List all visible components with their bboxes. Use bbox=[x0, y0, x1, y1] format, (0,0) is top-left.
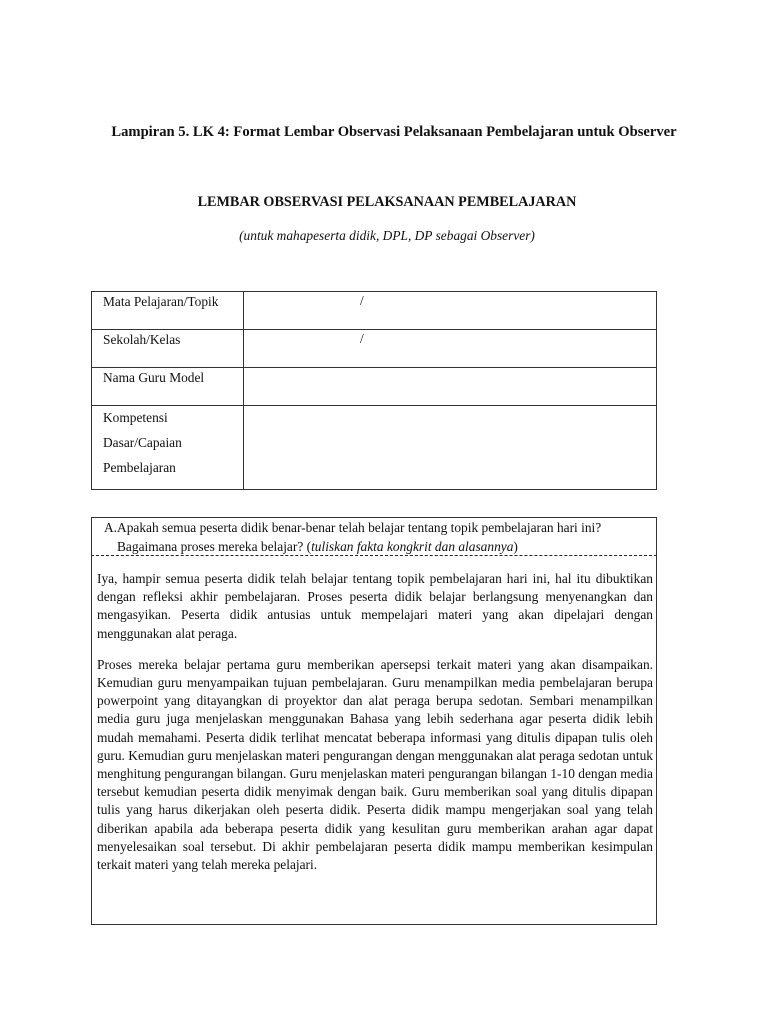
subject-topic-separator: / bbox=[360, 293, 364, 308]
table-row bbox=[92, 368, 657, 406]
answer-paragraph: Proses mereka belajar pertama guru memberikan apersepsi terkait materi yang akan disampaikan. Kemudian guru menyampaikan tujuan pembelajaran. Guru menampilkan media pembelajaran berupa powerpoint yang ditayangkan di proyektor dan alat peraga berupa sedotan. Sembari menampilkan media guru juga menjelaskan menggunakan Bahasa yang lebih sederhana agar peserta didik lebih mudah memahami. Peserta didik terlihat mencatat beberapa informasi yang ditulis dipapan tulis oleh guru. Kemudian guru menjelaskan materi pengurangan dengan menggunakan alat peraga sedotan untuk menghitung pengurangan bilangan. Guru menjelaskan materi pengurangan bilangan 1-10 dengan media tersebut kemudian peserta didik menyimak dengan baik. Guru memberikan soal yang ditulis dipapan tulis yang harus dikerjakan oleh peserta didik. Peserta didik mampu mengerjakan soal yang telah diberikan apabila ada beberapa peserta didik yang kesulitan guru memberikan arahan agar dapat menyelesaikan soal tersebut. Di akhir pembelajaran peserta didik mampu memberikan kesimpulan terkait materi yang telah mereka pelajari. bbox=[97, 656, 653, 873]
question-line-1: A.Apakah semua peserta didik benar-benar telah belajar tentang topik pembelajaran hari ini? bbox=[104, 520, 602, 535]
form-subtitle: (untuk mahapeserta didik, DPL, DP sebagai Observer) bbox=[239, 228, 535, 243]
table-row bbox=[92, 330, 657, 368]
model-teacher-value[interactable] bbox=[244, 368, 657, 406]
observation-answer[interactable] bbox=[97, 570, 653, 887]
question-line-2 bbox=[104, 537, 652, 556]
competency-label-line: Pembelajaran bbox=[103, 460, 176, 475]
table-row bbox=[92, 292, 657, 330]
answer-paragraph: Iya, hampir semua peserta didik telah belajar tentang topik pembelajaran hari ini, hal itu dibuktikan dengan refleksi akhir pembelajaran. Proses peserta didik belajar berlangsung menyenangkan dan mengasyikan. Peserta didik antusias untuk mempelajari materi yang akan dipelajari dengan menggunakan alat peraga. bbox=[97, 571, 653, 641]
appendix-title: Lampiran 5. LK 4: Format Lembar Observasi Pelaksanaan Pembelajaran untuk Observer bbox=[111, 124, 677, 140]
model-teacher-label: Nama Guru Model bbox=[92, 368, 244, 406]
subject-topic-label: Mata Pelajaran/Topik bbox=[92, 292, 244, 330]
form-title: LEMBAR OBSERVASI PELAKSANAAN PEMBELAJARAN bbox=[197, 194, 577, 210]
school-class-label: Sekolah/Kelas bbox=[92, 330, 244, 368]
table-row bbox=[92, 406, 657, 490]
question-line-2-prefix: Bagaimana proses mereka belajar? ( bbox=[117, 539, 312, 554]
question-line-2-italic: tuliskan fakta kongkrit dan alasannya bbox=[311, 539, 514, 554]
dashed-divider bbox=[91, 555, 657, 556]
school-class-separator: / bbox=[360, 331, 364, 346]
competency-label bbox=[92, 406, 244, 490]
question-line-2-suffix: ) bbox=[513, 539, 518, 554]
competency-label-line: Dasar/Capaian bbox=[103, 435, 182, 450]
competency-value[interactable] bbox=[244, 406, 657, 490]
school-class-value[interactable] bbox=[244, 330, 657, 368]
identity-table bbox=[91, 291, 657, 490]
observation-box bbox=[91, 517, 657, 925]
competency-label-line: Kompetensi bbox=[103, 410, 168, 425]
observation-question bbox=[104, 518, 652, 556]
subject-topic-value[interactable] bbox=[244, 292, 657, 330]
